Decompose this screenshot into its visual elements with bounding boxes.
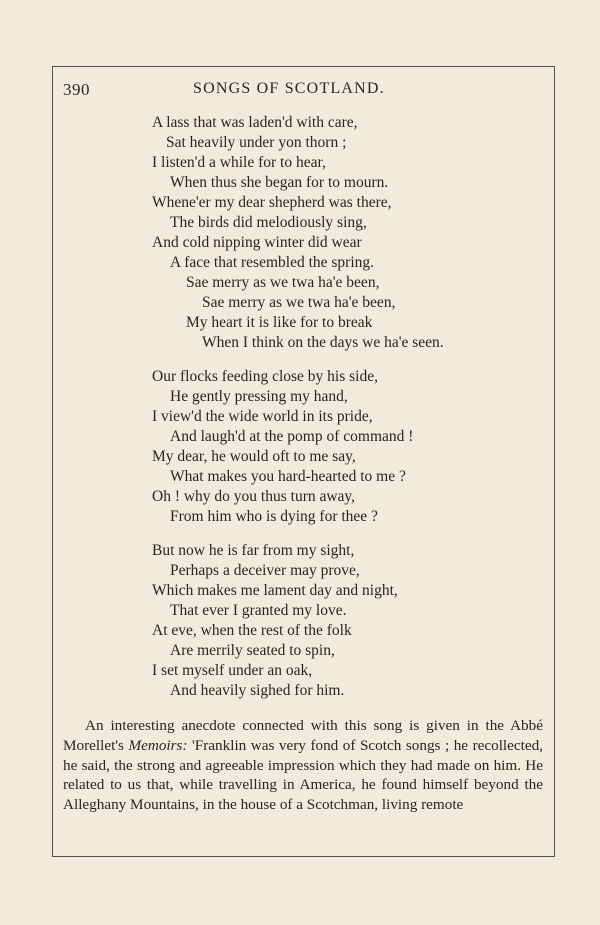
- page-number: 390: [63, 80, 90, 99]
- poem-line: I view'd the wide world in its pride,: [152, 408, 373, 425]
- poem-line: Sae merry as we twa ha'e been,: [202, 294, 396, 311]
- poem-line: Perhaps a deceiver may prove,: [170, 562, 360, 579]
- poem-line: A face that resembled the spring.: [170, 254, 375, 271]
- poem-line: The birds did melodiously sing,: [170, 214, 367, 231]
- anecdote-paragraph: [63, 716, 543, 815]
- poem-line: Our flocks feeding close by his side,: [152, 368, 378, 385]
- poem-line: And cold nipping winter did wear: [152, 234, 362, 251]
- poem-line: Whene'er my dear shepherd was there,: [152, 194, 392, 211]
- prose-paragraph: [63, 716, 543, 815]
- memoirs-title: Memoirs:: [128, 736, 188, 754]
- poem-line: He gently pressing my hand,: [170, 388, 348, 405]
- poem-line: Sae merry as we twa ha'e been,: [186, 274, 380, 291]
- poem-line: When I think on the days we ha'e seen.: [202, 334, 444, 351]
- poem-line: When thus she began for to mourn.: [170, 174, 389, 191]
- poem-line: My dear, he would oft to me say,: [152, 448, 356, 465]
- poem-line: And laugh'd at the pomp of command !: [170, 428, 414, 445]
- poem-line: Sat heavily under yon thorn ;: [166, 134, 347, 151]
- poem-line: That ever I granted my love.: [170, 602, 347, 619]
- page-header: [63, 80, 552, 100]
- poem-line: And heavily sighed for him.: [170, 682, 345, 699]
- poem-line: I set myself under an oak,: [152, 662, 313, 679]
- poem-line: From him who is dying for thee ?: [170, 508, 378, 525]
- poem-line: I listen'd a while for to hear,: [152, 154, 326, 171]
- poem-line: At eve, when the rest of the folk: [152, 622, 352, 639]
- prose-text: An interesting anecdote connected with this song is given in the Abbé Morellet's: [63, 717, 543, 754]
- poem-line: Oh ! why do you thus turn away,: [152, 488, 356, 505]
- poem-line: Are merrily seated to spin,: [170, 642, 335, 659]
- prose-text: 'Franklin was very fond of Scotch songs ; he recollected, he said, the strong and agreeable impression which they had made on him. He related to us that, while travelling in America, he found himself beyond the Alleghany Mountains, in the house of a Scotchman, living remote: [63, 736, 543, 814]
- poem-line: A lass that was laden'd with care,: [152, 114, 358, 131]
- poem-line: My heart it is like for to break: [186, 314, 373, 331]
- poem-line: What makes you hard-hearted to me ?: [170, 468, 406, 485]
- poem-line: But now he is far from my sight,: [152, 542, 355, 559]
- poem-line: Which makes me lament day and night,: [152, 582, 398, 599]
- running-head: SONGS OF SCOTLAND.: [193, 80, 385, 97]
